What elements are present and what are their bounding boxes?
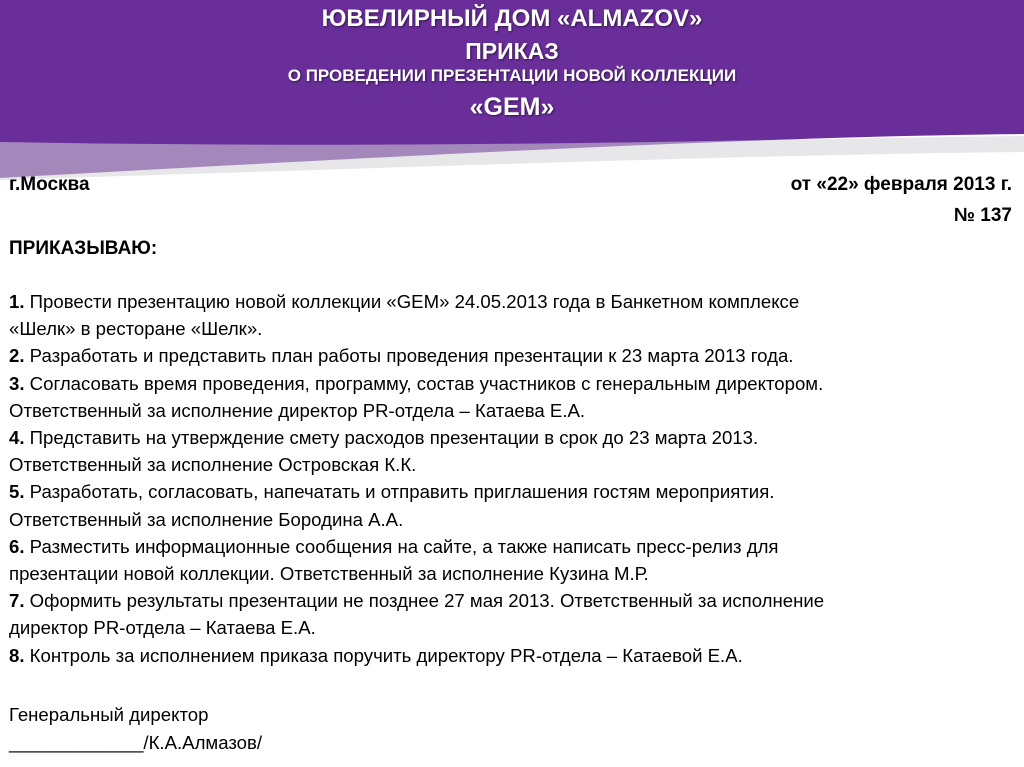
- order-item-text: презентации новой коллекции. Ответственный за исполнение Кузина М.Р.: [9, 563, 649, 585]
- order-item-text: Согласовать время проведения, программу, состав участников с генеральным директором.: [24, 372, 824, 394]
- order-item-text: Провести презентацию новой коллекции «GEM» 24.05.2013 года в Банкетном комплексе: [24, 291, 800, 312]
- order-item-line: [9, 533, 1009, 560]
- order-item-number: 5.: [9, 481, 25, 503]
- order-item-line: [9, 614, 1009, 641]
- order-item-text: директор PR-отдела – Катаева Е.А.: [9, 617, 316, 639]
- signatory-title: Генеральный директор: [9, 704, 209, 725]
- order-item-line: [9, 587, 1009, 614]
- document-date: от «22» февраля 2013 г.: [790, 174, 1012, 195]
- order-item-text: Разработать и представить план работы проведения презентации к 23 марта 2013 года.: [24, 345, 794, 367]
- order-item-text: Ответственный за исполнение Островская К.К.: [9, 454, 417, 476]
- order-item-text: «Шелк» в ресторане «Шелк».: [9, 318, 263, 340]
- order-item-line: [9, 560, 1009, 587]
- order-item-line: [9, 451, 1009, 478]
- order-item-number: 6.: [9, 535, 25, 557]
- document-type: ПРИКАЗ: [465, 38, 559, 64]
- order-item-line: [9, 506, 1009, 533]
- order-item-text: Ответственный за исполнение Бородина А.А.: [9, 508, 404, 530]
- order-item-line: [9, 315, 1009, 342]
- order-item-number: 7.: [9, 590, 25, 612]
- order-item-line: [9, 370, 1009, 397]
- order-item-line: [9, 478, 1009, 505]
- order-item-line: [9, 642, 1009, 669]
- order-items-list: [9, 288, 1009, 669]
- order-heading: ПРИКАЗЫВАЮ:: [9, 238, 158, 259]
- order-item-text: Разместить информационные сообщения на сайте, а также написать пресс-релиз для: [24, 535, 779, 557]
- order-item-text: Оформить результаты презентации не позднее 27 мая 2013. Ответственный за исполнение: [24, 590, 825, 612]
- order-item-line: [9, 288, 1009, 315]
- order-item-number: 2.: [9, 345, 25, 367]
- order-item-line: [9, 342, 1009, 369]
- order-item-number: 4.: [9, 427, 25, 449]
- signature-line: _____________/К.А.Алмазов/: [9, 732, 263, 753]
- order-item-number: 8.: [9, 644, 25, 666]
- document-city: г.Москва: [9, 174, 90, 195]
- order-item-text: Контроль за исполнением приказа поручить директору PR-отдела – Катаевой Е.А.: [24, 644, 743, 666]
- order-item-number: 1.: [9, 291, 25, 312]
- document-subject: О ПРОВЕДЕНИИ ПРЕЗЕНТАЦИИ НОВОЙ КОЛЛЕКЦИИ: [287, 66, 737, 85]
- order-item-number: 3.: [9, 372, 25, 394]
- order-item-text: Представить на утверждение смету расходов презентации в срок до 23 марта 2013.: [24, 427, 759, 449]
- document-number: № 137: [953, 205, 1012, 226]
- order-item-line: [9, 397, 1009, 424]
- collection-name: «GEM»: [469, 93, 555, 121]
- company-name: ЮВЕЛИРНЫЙ ДОМ «ALMAZOV»: [321, 5, 703, 32]
- header-swoosh-decoration: [0, 120, 1024, 180]
- order-item-line: [9, 424, 1009, 451]
- order-item-text: Разработать, согласовать, напечатать и отправить приглашения гостям мероприятия.: [24, 481, 775, 503]
- order-item-text: Ответственный за исполнение директор PR-отдела – Катаева Е.А.: [9, 399, 586, 421]
